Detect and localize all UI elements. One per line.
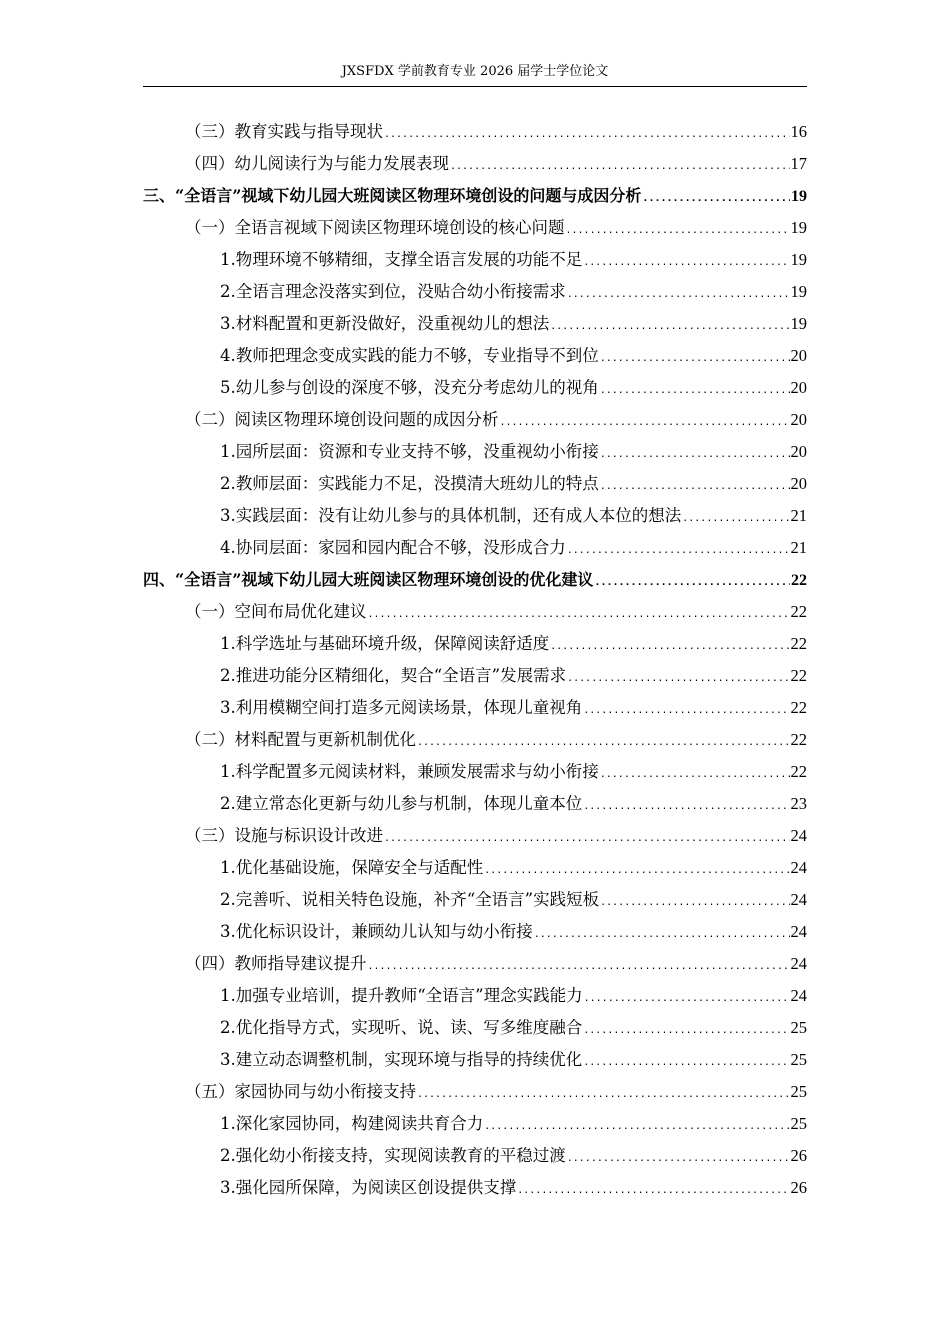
- table-of-contents: [143, 116, 807, 1204]
- toc-entry[interactable]: [143, 788, 807, 820]
- toc-entry[interactable]: [143, 820, 807, 852]
- toc-entry-page: 24: [790, 986, 807, 1005]
- toc-entry-page: 17: [790, 154, 807, 173]
- toc-dot-leader: [583, 1047, 789, 1079]
- toc-dot-leader: [600, 759, 790, 791]
- toc-entry[interactable]: [143, 180, 807, 212]
- toc-dot-leader: [600, 375, 790, 407]
- toc-dot-leader: [600, 343, 790, 375]
- toc-entry-page: 24: [790, 890, 807, 909]
- toc-entry-title: 3.实践层面：没有让幼儿参与的具体机制，还有成人本位的想法: [220, 506, 682, 525]
- toc-entry-page: 24: [790, 826, 807, 845]
- toc-entry-page: 25: [790, 1082, 807, 1101]
- toc-entry-page: 19: [790, 218, 807, 237]
- toc-entry-page: 22: [790, 634, 807, 653]
- toc-entry[interactable]: [143, 948, 807, 980]
- toc-dot-leader: [500, 407, 790, 439]
- toc-dot-leader: [417, 727, 790, 759]
- toc-entry-title: 2.强化幼小衔接支持，实现阅读教育的平稳过渡: [220, 1146, 566, 1165]
- toc-entry-page: 20: [790, 474, 807, 493]
- toc-entry-title: （一）空间布局优化建议: [185, 602, 367, 621]
- toc-entry-title: 3.优化标识设计，兼顾幼儿认知与幼小衔接: [220, 922, 533, 941]
- toc-dot-leader: [682, 503, 789, 535]
- toc-dot-leader: [567, 663, 789, 695]
- toc-entry-title: （三）设施与标识设计改进: [185, 826, 383, 845]
- toc-entry[interactable]: [143, 1108, 807, 1140]
- page-header: JXSFDX 学前教育专业 2026 届学士学位论文: [341, 64, 609, 79]
- toc-entry-title: （一）全语言视域下阅读区物理环境创设的核心问题: [185, 218, 565, 237]
- toc-dot-leader: [534, 919, 790, 951]
- toc-entry-title: （二）材料配置与更新机制优化: [185, 730, 416, 749]
- toc-dot-leader: [594, 567, 790, 599]
- toc-dot-leader: [583, 1015, 789, 1047]
- toc-entry[interactable]: [143, 500, 807, 532]
- toc-entry[interactable]: [143, 1044, 807, 1076]
- toc-entry-title: （二）阅读区物理环境创设问题的成因分析: [185, 410, 499, 429]
- toc-entry-title: 1.加强专业培训，提升教师“全语言”理念实践能力: [220, 986, 583, 1005]
- toc-entry-page: 25: [790, 1050, 807, 1069]
- toc-entry-title: 1.科学配置多元阅读材料，兼顾发展需求与幼小衔接: [220, 762, 599, 781]
- toc-entry[interactable]: [143, 212, 807, 244]
- toc-dot-leader: [583, 695, 789, 727]
- toc-entry-title: （四）幼儿阅读行为与能力发展表现: [185, 154, 449, 173]
- toc-dot-leader: [450, 151, 790, 183]
- toc-entry[interactable]: [143, 404, 807, 436]
- toc-entry-page: 19: [790, 314, 807, 333]
- toc-dot-leader: [368, 599, 790, 631]
- toc-entry[interactable]: [143, 628, 807, 660]
- toc-entry-page: 20: [790, 442, 807, 461]
- toc-entry[interactable]: [143, 116, 807, 148]
- header-rule: [143, 86, 807, 87]
- toc-entry[interactable]: [143, 916, 807, 948]
- toc-entry-title: （三）教育实践与指导现状: [185, 122, 383, 141]
- toc-entry[interactable]: [143, 308, 807, 340]
- toc-entry-page: 21: [790, 506, 807, 525]
- toc-entry-page: 25: [790, 1114, 807, 1133]
- toc-entry-title: 2.建立常态化更新与幼儿参与机制，体现儿童本位: [220, 794, 583, 813]
- toc-entry-page: 23: [790, 794, 807, 813]
- toc-entry-title: 1.园所层面：资源和专业支持不够，没重视幼小衔接: [220, 442, 599, 461]
- toc-dot-leader: [484, 1111, 789, 1143]
- toc-entry-title: 1.科学选址与基础环境升级，保障阅读舒适度: [220, 634, 550, 653]
- toc-entry-title: 四、“全语言”视域下幼儿园大班阅读区物理环境创设的优化建议: [143, 570, 594, 589]
- toc-dot-leader: [600, 439, 790, 471]
- toc-entry-title: 5.幼儿参与创设的深度不够，没充分考虑幼儿的视角: [220, 378, 599, 397]
- toc-entry[interactable]: [143, 1012, 807, 1044]
- toc-dot-leader: [567, 279, 790, 311]
- toc-entry-page: 22: [790, 602, 807, 621]
- toc-entry[interactable]: [143, 564, 807, 596]
- toc-entry-title: 1.物理环境不够精细，支撑全语言发展的功能不足: [220, 250, 583, 269]
- toc-entry[interactable]: [143, 148, 807, 180]
- toc-entry[interactable]: [143, 980, 807, 1012]
- toc-entry-page: 22: [790, 730, 807, 749]
- toc-entry-page: 24: [790, 858, 807, 877]
- toc-entry-page: 24: [790, 922, 807, 941]
- toc-entry-title: 1.优化基础设施，保障安全与适配性: [220, 858, 484, 877]
- toc-dot-leader: [567, 535, 790, 567]
- toc-entry[interactable]: [143, 372, 807, 404]
- toc-dot-leader: [566, 215, 790, 247]
- toc-entry[interactable]: [143, 436, 807, 468]
- toc-dot-leader: [583, 791, 789, 823]
- toc-dot-leader: [567, 1143, 790, 1175]
- toc-entry-page: 19: [790, 250, 807, 269]
- toc-entry[interactable]: [143, 276, 807, 308]
- toc-entry-page: 24: [790, 954, 807, 973]
- toc-dot-leader: [484, 855, 789, 887]
- toc-entry-title: 1.深化家园协同，构建阅读共育合力: [220, 1114, 484, 1133]
- toc-entry-page: 22: [790, 698, 807, 717]
- toc-entry-title: （四）教师指导建议提升: [185, 954, 367, 973]
- toc-entry[interactable]: [143, 244, 807, 276]
- toc-entry[interactable]: [143, 596, 807, 628]
- toc-dot-leader: [550, 311, 789, 343]
- toc-entry-title: 3.利用模糊空间打造多元阅读场景，体现儿童视角: [220, 698, 583, 717]
- toc-entry[interactable]: [143, 532, 807, 564]
- toc-entry-page: 19: [790, 282, 807, 301]
- toc-entry-title: 2.教师层面：实践能力不足，没摸清大班幼儿的特点: [220, 474, 599, 493]
- toc-entry-title: 2.推进功能分区精细化，契合“全语言”发展需求: [220, 666, 567, 685]
- toc-entry[interactable]: [143, 852, 807, 884]
- toc-dot-leader: [384, 823, 790, 855]
- toc-entry[interactable]: [143, 468, 807, 500]
- toc-dot-leader: [584, 983, 790, 1015]
- toc-entry-title: 4.协同层面：家园和园内配合不够，没形成合力: [220, 538, 566, 557]
- toc-dot-leader: [583, 247, 789, 279]
- toc-entry-page: 16: [790, 122, 807, 141]
- toc-entry-title: 3.建立动态调整机制，实现环境与指导的持续优化: [220, 1050, 583, 1069]
- toc-entry-title: 4.教师把理念变成实践的能力不够，专业指导不到位: [220, 346, 599, 365]
- toc-entry[interactable]: [143, 756, 807, 788]
- toc-entry[interactable]: [143, 1076, 807, 1108]
- toc-entry-title: 3.材料配置和更新没做好，没重视幼儿的想法: [220, 314, 550, 333]
- toc-entry-title: 3.强化园所保障，为阅读区创设提供支撑: [220, 1178, 517, 1197]
- toc-entry[interactable]: [143, 884, 807, 916]
- toc-dot-leader: [384, 119, 790, 151]
- toc-entry[interactable]: [143, 1172, 807, 1204]
- toc-dot-leader: [417, 1079, 790, 1111]
- toc-entry-page: 21: [790, 538, 807, 557]
- toc-entry-title: 三、“全语言”视域下幼儿园大班阅读区物理环境创设的问题与成因分析: [143, 186, 642, 205]
- toc-entry-page: 22: [790, 762, 807, 781]
- toc-entry-page: 26: [790, 1146, 807, 1165]
- toc-entry[interactable]: [143, 1140, 807, 1172]
- toc-entry-title: 2.全语言理念没落实到位，没贴合幼小衔接需求: [220, 282, 566, 301]
- toc-entry-page: 22: [791, 572, 807, 589]
- toc-entry-title: 2.完善听、说相关特色设施，补齐“全语言”实践短板: [220, 890, 600, 909]
- toc-entry[interactable]: [143, 724, 807, 756]
- toc-entry-page: 20: [790, 346, 807, 365]
- toc-entry-page: 19: [791, 188, 807, 205]
- toc-entry-page: 20: [790, 410, 807, 429]
- toc-entry-page: 20: [790, 378, 807, 397]
- toc-dot-leader: [517, 1175, 789, 1207]
- toc-dot-leader: [368, 951, 790, 983]
- toc-entry-page: 26: [790, 1178, 807, 1197]
- toc-dot-leader: [600, 887, 789, 919]
- toc-dot-leader: [642, 183, 790, 215]
- toc-entry[interactable]: [143, 660, 807, 692]
- toc-entry-page: 25: [790, 1018, 807, 1037]
- toc-dot-leader: [550, 631, 789, 663]
- toc-dot-leader: [600, 471, 790, 503]
- toc-entry-title: 2.优化指导方式，实现听、说、读、写多维度融合: [220, 1018, 583, 1037]
- toc-entry[interactable]: [143, 692, 807, 724]
- toc-entry-page: 22: [790, 666, 807, 685]
- toc-entry[interactable]: [143, 340, 807, 372]
- toc-entry-title: （五）家园协同与幼小衔接支持: [185, 1082, 416, 1101]
